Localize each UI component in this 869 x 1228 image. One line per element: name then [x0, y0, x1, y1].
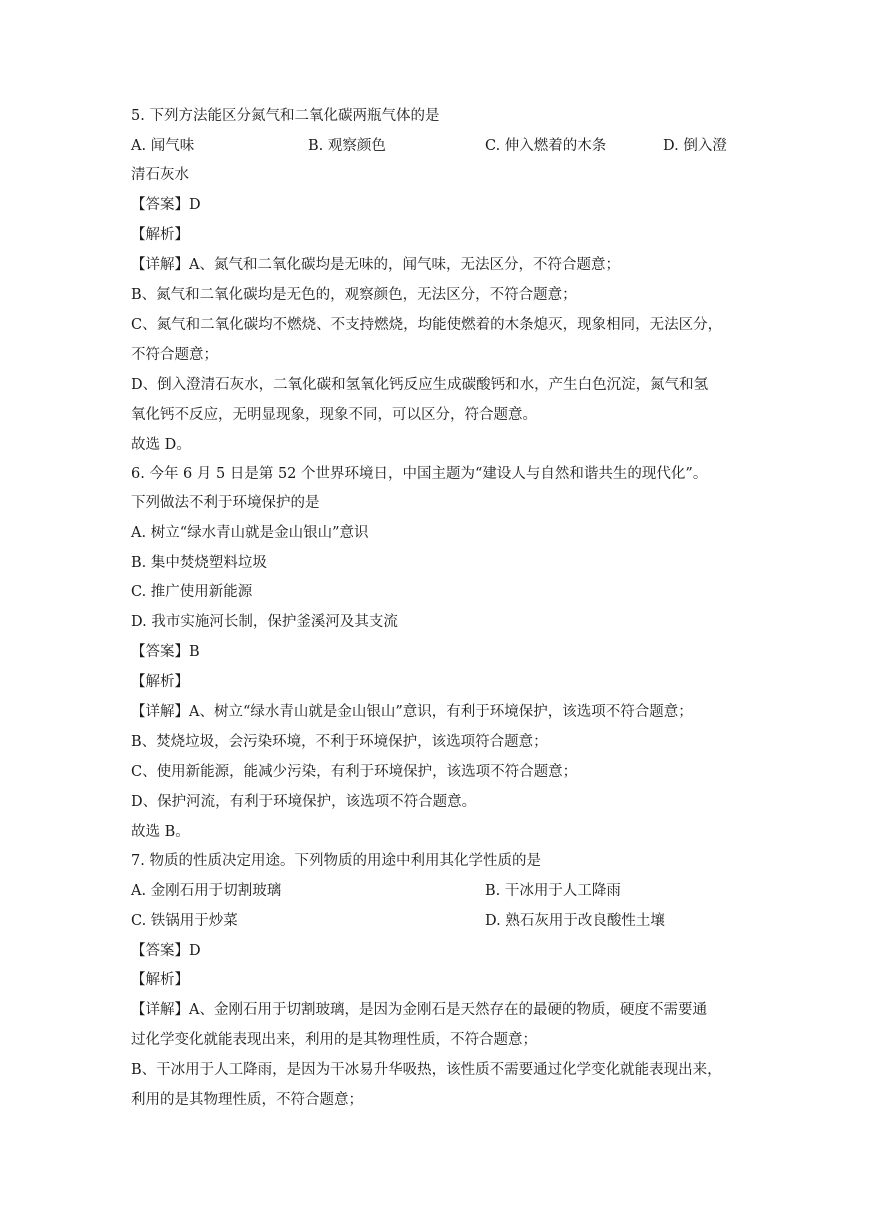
question-6-stem-line: 6. 今年 6 月 5 日是第 52 个世界环境日，中国主题为“建设人与自然和谐共生的现代化”。	[131, 466, 708, 482]
question-7-option-c: C. 铁锅用于炒菜	[131, 913, 238, 929]
question-7-option-d: D. 熟石灰用于改良酸性土壤	[485, 913, 665, 929]
question-6-detail-line: B、焚烧垃圾，会污染环境，不利于环境保护，该选项符合题意；	[131, 734, 548, 750]
question-7-answer: 【答案】D	[131, 943, 201, 959]
question-6-analysis-label: 【解析】	[131, 674, 189, 690]
question-6-option-c: C. 推广使用新能源	[131, 584, 253, 600]
question-6-option-b: B. 集中焚烧塑料垃圾	[131, 555, 267, 571]
question-6-answer: 【答案】B	[131, 644, 200, 660]
question-6-conclusion: 故选 B。	[131, 824, 190, 840]
question-5-detail-line: 氧化钙不反应，无明显现象，现象不同，可以区分，符合题意。	[131, 407, 537, 423]
question-5-detail-line: C、氮气和二氧化碳均不燃烧、不支持燃烧，均能使燃着的木条熄灭，现象相同，无法区分，	[131, 317, 723, 333]
question-7-detail-line: 利用的是其物理性质，不符合题意；	[131, 1092, 363, 1108]
question-6-detail-line: C、使用新能源，能减少污染，有利于环境保护，该选项不符合题意；	[131, 764, 578, 780]
question-5-answer: 【答案】D	[131, 197, 201, 213]
question-7-option-a: A. 金刚石用于切割玻璃	[131, 883, 282, 899]
question-5-detail-line: D、倒入澄清石灰水，二氧化碳和氢氧化钙反应生成碳酸钙和水，产生白色沉淀，氮气和氢	[131, 377, 709, 393]
question-5-stem: 5. 下列方法能区分氮气和二氧化碳两瓶气体的是	[131, 108, 440, 124]
question-7-option-b: B. 干冰用于人工降雨	[485, 883, 621, 899]
question-7-detail-line: 过化学变化就能表现出来，利用的是其物理性质，不符合题意；	[131, 1032, 537, 1048]
question-6-option-d: D. 我市实施河长制，保护釜溪河及其支流	[131, 614, 398, 630]
question-7-detail-line: 【详解】A、金刚石用于切割玻璃，是因为金刚石是天然存在的最硬的物质，硬度不需要通	[131, 1002, 707, 1018]
question-5-detail-line: B、氮气和二氧化碳均是无色的，观察颜色，无法区分，不符合题意；	[131, 287, 577, 303]
question-5-option-c: C. 伸入燃着的木条	[485, 138, 607, 154]
question-7-detail-line: B、干冰用于人工降雨，是因为干冰易升华吸热，该性质不需要通过化学变化就能表现出来，	[131, 1062, 722, 1078]
question-5-option-d: D. 倒入澄	[663, 138, 727, 154]
question-5-option-a: A. 闻气味	[131, 138, 195, 154]
question-6-stem-line: 下列做法不利于环境保护的是	[131, 495, 320, 511]
question-7-analysis-label: 【解析】	[131, 972, 189, 988]
question-6-detail-line: D、保护河流，有利于环境保护，该选项不符合题意。	[131, 794, 477, 810]
question-5-detail-line: 【详解】A、氮气和二氧化碳均是无味的，闻气味，无法区分，不符合题意；	[131, 257, 620, 273]
question-7-stem: 7. 物质的性质决定用途。下列物质的用途中利用其化学性质的是	[131, 853, 541, 869]
question-5-option-d-continuation: 清石灰水	[131, 167, 189, 183]
question-5-detail-line: 不符合题意；	[131, 347, 218, 363]
question-5-option-b: B. 观察颜色	[308, 138, 386, 154]
question-6-detail-line: 【详解】A、树立“绿水青山就是金山银山”意识，有利于环境保护，该选项不符合题意；	[131, 704, 693, 720]
question-5-conclusion: 故选 D。	[131, 437, 191, 453]
question-6-option-a: A. 树立“绿水青山就是金山银山”意识	[131, 525, 369, 541]
question-5-analysis-label: 【解析】	[131, 227, 189, 243]
